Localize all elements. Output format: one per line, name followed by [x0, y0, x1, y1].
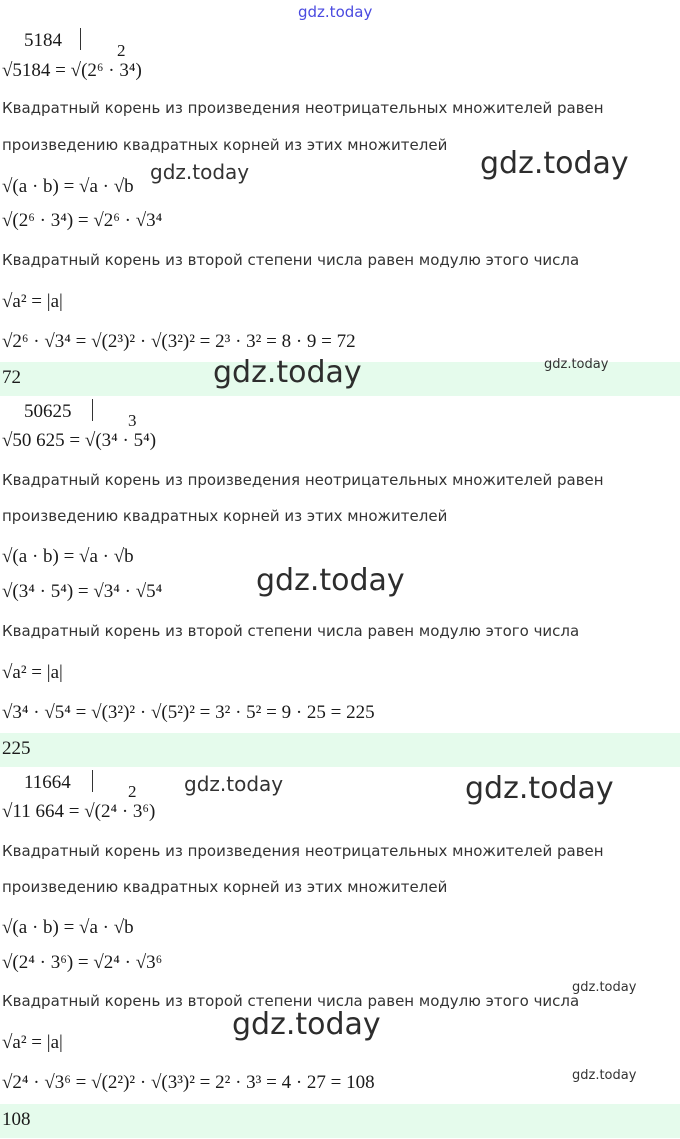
- step3-3: √2⁴ · √3⁶ = √(2²)² · √(3³)² = 2² · 3³ = 4 · 27 = 108: [2, 1072, 375, 1093]
- formula-product-root-3: √(a · b) = √a · √b: [2, 917, 134, 938]
- factor-divisor-3: 2: [128, 782, 137, 801]
- answer-2: 225: [2, 738, 31, 759]
- watermark: gdz.today: [544, 357, 609, 372]
- formula-product-root-1: √(a · b) = √a · √b: [2, 176, 134, 197]
- rule2-1: Квадратный корень из второй степени числа равен модулю этого числа: [2, 251, 580, 269]
- watermark: gdz.today: [256, 563, 405, 598]
- rule1-line1-2: Квадратный корень из произведения неотрицательных множителей равен: [2, 471, 604, 489]
- factor-divider-1: [80, 28, 81, 50]
- watermark: gdz.today: [572, 1068, 637, 1083]
- step2-2: √(3⁴ · 5⁴) = √3⁴ · √5⁴: [2, 581, 163, 602]
- watermark: gdz.today: [213, 355, 362, 390]
- answer-3: 108: [2, 1109, 31, 1130]
- step3-2: √3⁴ · √5⁴ = √(3²)² · √(5²)² = 3² · 5² = 9 · 25 = 225: [2, 702, 375, 723]
- watermark: gdz.today: [480, 146, 629, 181]
- factor-divider-3: [92, 770, 93, 792]
- rule1-line1-1: Квадратный корень из произведения неотрицательных множителей равен: [2, 99, 604, 117]
- factor-number-1: 5184: [24, 30, 62, 51]
- step3-1: √2⁶ · √3⁴ = √(2³)² · √(3²)² = 2³ · 3² = 8 · 9 = 72: [2, 331, 356, 352]
- watermark-top: gdz.today: [298, 3, 373, 21]
- factor-divisor-1: 2: [117, 41, 126, 60]
- factor-number-3: 11664: [24, 772, 71, 793]
- formula-abs-1: √a² = |a|: [2, 291, 63, 312]
- watermark: gdz.today: [232, 1007, 381, 1042]
- answer-row-3: [0, 1104, 680, 1138]
- factor-divider-2: [92, 399, 93, 421]
- rule1-line2-1: произведению квадратных корней из этих множителей: [2, 136, 448, 154]
- rule2-3: Квадратный корень из второй степени числа равен модулю этого числа: [2, 992, 580, 1010]
- answer-row-2: [0, 733, 680, 767]
- factor-number-2: 50625: [24, 401, 72, 422]
- factor-divisor-2: 3: [128, 411, 137, 430]
- watermark: gdz.today: [150, 160, 250, 184]
- rule1-line1-3: Квадратный корень из произведения неотрицательных множителей равен: [2, 842, 604, 860]
- watermark: gdz.today: [465, 771, 614, 806]
- formula-product-root-2: √(a · b) = √a · √b: [2, 546, 134, 567]
- step1-1: √5184 = √(2⁶ · 3⁴): [2, 60, 142, 81]
- step1-2: √50 625 = √(3⁴ · 5⁴): [2, 430, 157, 451]
- rule2-2: Квадратный корень из второй степени числа равен модулю этого числа: [2, 622, 580, 640]
- formula-abs-3: √a² = |a|: [2, 1032, 63, 1053]
- answer-1: 72: [2, 367, 21, 388]
- step1-3: √11 664 = √(2⁴ · 3⁶): [2, 801, 156, 822]
- step2-1: √(2⁶ · 3⁴) = √2⁶ · √3⁴: [2, 210, 163, 231]
- formula-abs-2: √a² = |a|: [2, 662, 63, 683]
- step2-3: √(2⁴ · 3⁶) = √2⁴ · √3⁶: [2, 952, 163, 973]
- rule1-line2-2: произведению квадратных корней из этих множителей: [2, 507, 448, 525]
- rule1-line2-3: произведению квадратных корней из этих множителей: [2, 878, 448, 896]
- watermark: gdz.today: [572, 980, 637, 995]
- watermark: gdz.today: [184, 772, 284, 796]
